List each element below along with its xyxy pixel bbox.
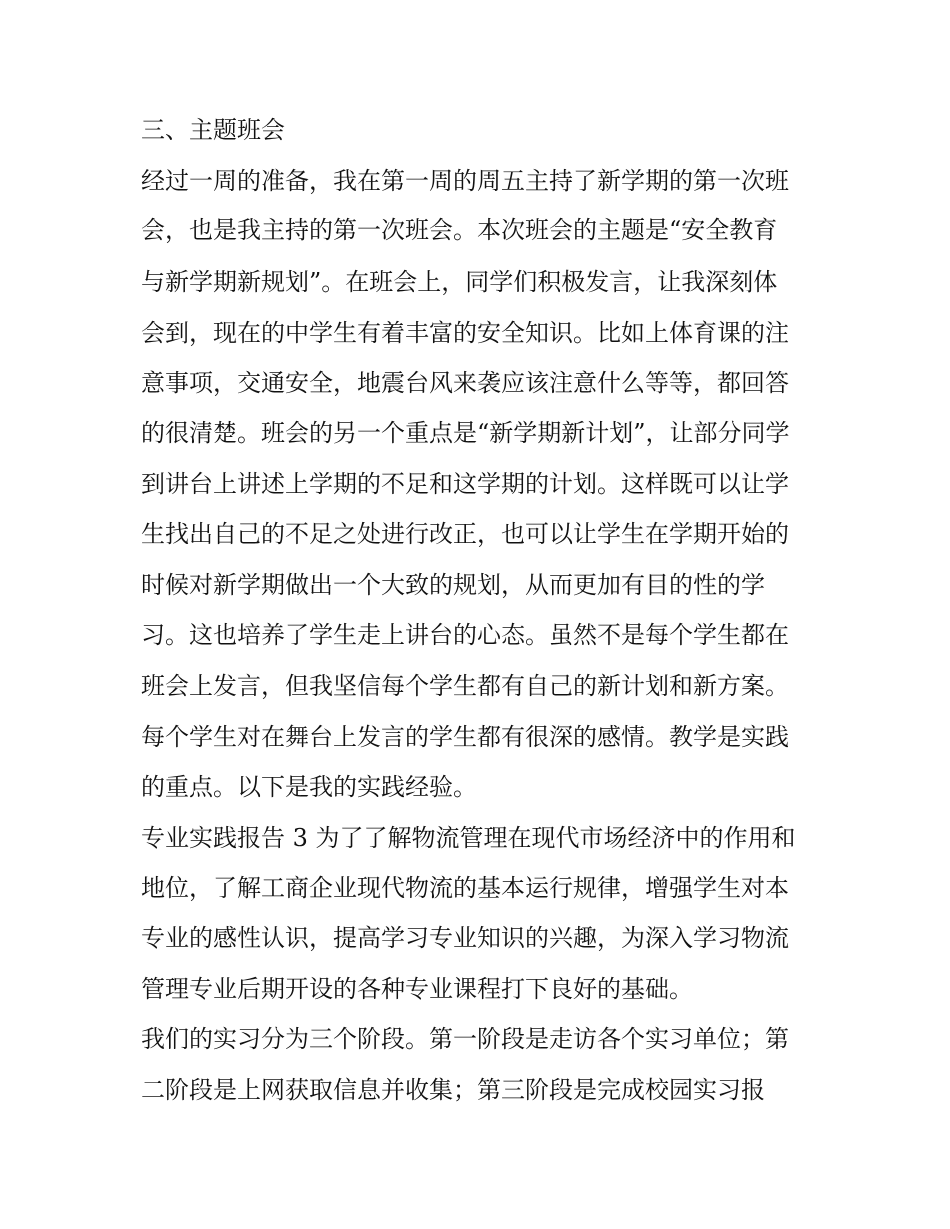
text-line-12: 每个学生对在舞台上发言的学生都有很深的感情。教学是实践 [141, 723, 789, 751]
text-line-9: 时候对新学期做出一个大致的规划，从而更加有目的性的学 [141, 571, 765, 599]
text-line-13: 的重点。以下是我的实践经验。 [141, 773, 477, 801]
text-line-14: 专业实践报告 3 为了了解物流管理在现代市场经济中的作用和 [141, 824, 796, 852]
text-line-10: 习。这也培养了学生走上讲台的心态。虽然不是每个学生都在 [141, 621, 789, 649]
text-line-6: 的很清楚。班会的另一个重点是“新学期新计划”，让部分同学 [141, 419, 790, 447]
text-line-16: 专业的感性认识，提高学习专业知识的兴趣，为深入学习物流 [141, 924, 789, 952]
text-line-18: 我们的实习分为三个阶段。第一阶段是走访各个实习单位；第 [141, 1025, 789, 1053]
text-line-19: 二阶段是上网获取信息并收集；第三阶段是完成校园实习报 [141, 1076, 765, 1104]
text-line-11: 班会上发言，但我坚信每个学生都有自己的新计划和新方案。 [141, 672, 789, 700]
text-line-8: 生找出自己的不足之处进行改正，也可以让学生在学期开始的 [141, 520, 789, 548]
section-heading: 三、主题班会 [141, 116, 285, 144]
text-line-2: 会，也是我主持的第一次班会。本次班会的主题是“安全教育 [141, 216, 778, 244]
text-line-5: 意事项，交通安全，地震台风来袭应该注意什么等等，都回答 [141, 369, 789, 397]
text-line-4: 会到，现在的中学生有着丰富的安全知识。比如上体育课的注 [141, 319, 789, 347]
text-line-17: 管理专业后期开设的各种专业课程打下良好的基础。 [141, 975, 693, 1003]
text-line-3: 与新学期新规划”。在班会上，同学们积极发言，让我深刻体 [141, 268, 778, 296]
text-line-15: 地位，了解工商企业现代物流的基本运行规律，增强学生对本 [141, 874, 789, 902]
text-line-1: 经过一周的准备，我在第一周的周五主持了新学期的第一次班 [141, 167, 789, 195]
text-line-7: 到讲台上讲述上学期的不足和这学期的计划。这样既可以让学 [141, 470, 789, 498]
